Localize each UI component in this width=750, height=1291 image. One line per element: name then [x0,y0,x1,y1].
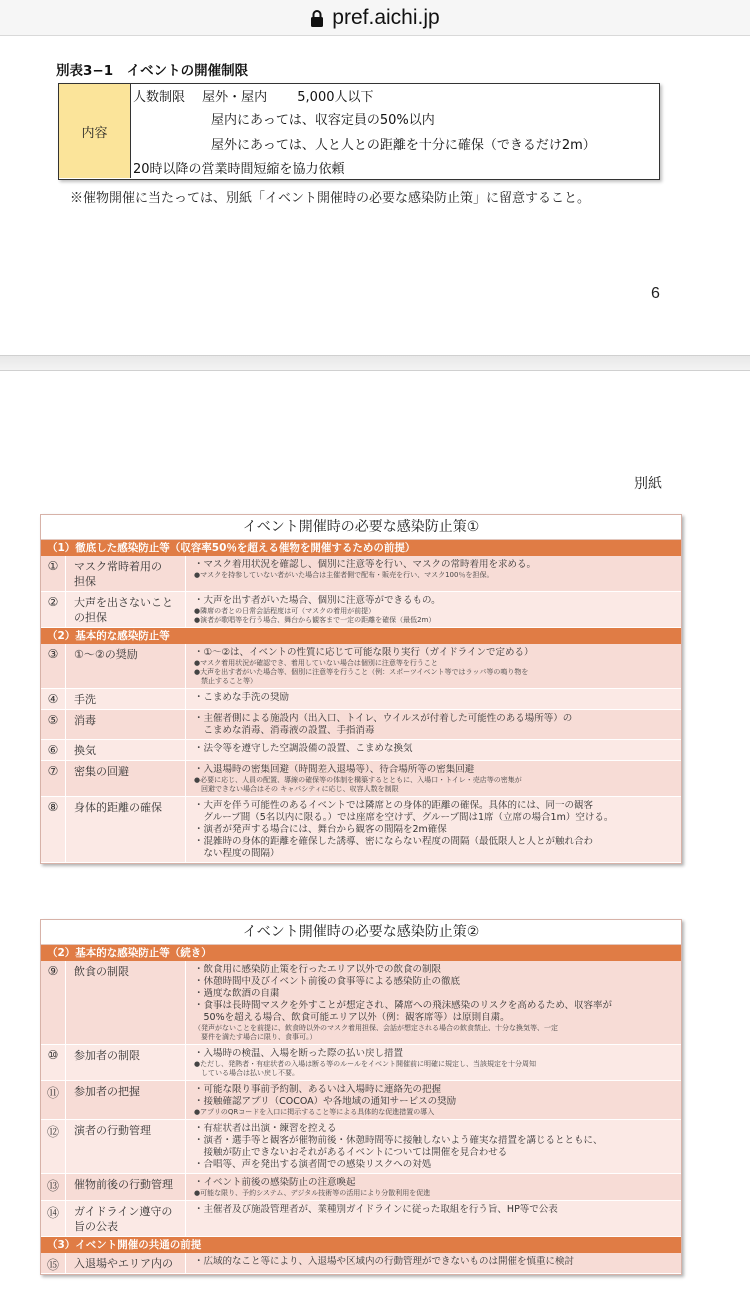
measure-row [41,644,681,689]
section-heading: （2）基本的な感染防止等（続き） [41,945,681,961]
measure-item-line: ガイドライン遵守の [74,1205,173,1218]
measure-item [65,592,185,627]
measure-row [41,1201,681,1237]
measure-row [41,1120,681,1174]
description-line: ・大声を出す者がいた場合、個別に注意等ができるもの。 [194,595,441,606]
description-note: ●必要に応じ、人員の配置、導線の確保等の体制を構築するとともに、入場口・トイレ・売店等の密集が [194,776,522,784]
table-header-cell: 内容 [59,84,131,178]
measure-row [41,592,681,628]
measure-item [65,740,185,760]
measure-number: ⑦ [47,764,59,778]
description-line: ・合唱等、声を発出する演者間での感染リスクへの対処 [194,1159,432,1170]
measure-number: ⑤ [47,713,59,727]
description-line: ・演者が発声する場合には、舞台から観客の間隔を2m確保 [194,824,447,835]
measure-row [41,556,681,592]
measure-item-line: 入退場やエリア内の [74,1257,173,1270]
description-line: ・大声を伴う可能性のあるイベントでは隣席との身体的距離の確保。具体的には、同一の観客 [194,800,594,811]
measure-row [41,1081,681,1120]
measure-number: ⑥ [47,743,59,757]
measure-number: ⑪ [46,1086,59,1100]
measures-panel-1 [40,514,682,864]
measure-item [65,1045,185,1080]
description-line: 50%を超える場合、飲食可能エリア以外（例：観客席等）は原則自粛。 [194,1012,510,1023]
description-note: ●演者が歌唱等を行う場合、舞台から観客まで一定の距離を確保（最低2m） [194,616,436,624]
measure-description [185,761,681,796]
table-row-2: 屋内にあっては、収容定員の50%以内 [211,113,435,128]
description-line: ・演者・選手等と観客が催物前後・休憩時間等に接触しないよう確実な措置を講じるとともに、 [194,1135,603,1146]
document-page-6 [0,37,750,355]
description-note: 要件を満たす場合に限り、食事可。） [194,1033,317,1041]
description-line: ・接触確認アプリ（COCOA）や各地域の通知サービスの奨励 [194,1096,457,1107]
measure-item [65,644,185,688]
measure-number: ⑩ [47,1048,59,1062]
measure-item [65,761,185,796]
measure-item-line: ①〜②の奨励 [74,648,138,661]
table-title: 別表3−1 イベントの開催制限 [56,63,249,79]
measures-panel-2 [40,919,682,1275]
description-line: ・こまめな手洗の奨励 [194,692,290,703]
measure-description [185,740,681,760]
description-note: 禁止すること等） [194,677,257,685]
description-note: ●マスク着用状況が確認でき、着用していない場合は個別に注意等を行うこと [194,659,438,667]
description-line: ・可能な限り事前予約制、あるいは入場時に連絡先の把握 [194,1084,442,1095]
measure-item [65,1081,185,1119]
page-number: 6 [651,285,660,302]
measure-item [65,1120,185,1173]
measure-item-line: の担保 [74,611,107,624]
description-note: ●マスクを持参していない者がいた場合は主催者側で配布・販売を行い、マスク100％を担保。 [194,571,494,579]
event-limit-table [58,83,660,180]
measure-number: ⑭ [46,1206,59,1220]
measure-item [65,556,185,591]
description-line: ない程度の間隔） [194,848,280,859]
description-line: ・法令等を遵守した空調設備の設置、こまめな換気 [194,743,413,754]
description-line: ・入退場時の密集回避（時間差入退場等）、待合場所等の密集回避 [194,764,475,775]
description-line: こまめな消毒、消毒液の設置、手指消毒 [194,725,375,736]
description-line: ・混雑時の身体的距離を確保した誘導、密にならない程度の間隔（最低限人と人とが触れ合わ [194,836,594,847]
measure-item-line: 飲食の制限 [74,965,129,978]
measure-row [41,797,681,863]
measure-number: ④ [47,692,59,706]
measure-item-line: 参加者の把握 [74,1085,140,1098]
description-note: 回避できない場合はその キャパシティに応じ、収容人数を制限 [194,785,399,793]
document-page-attachment [0,372,750,1291]
description-line: グループ間（5名以内に限る。）では座席を空けず、グループ間は1席（立席の場合1m）空ける。 [194,812,614,823]
measure-number: ⑨ [47,964,59,978]
measure-number: ① [47,559,59,573]
description-note: ●ただし、発熱者・有症状者の入場は断る等のルールをイベント開催前に明確に規定し、当該規定を十分周知 [194,1060,536,1068]
measure-description [185,1201,681,1236]
measure-description [185,1174,681,1200]
url-domain: pref.aichi.jp [332,5,440,29]
description-line: ・過度な飲酒の自粛 [194,988,280,999]
description-line: ・飲食用に感染防止策を行ったエリア以外での飲食の制限 [194,964,442,975]
measure-item-line: マスク常時着用の [74,560,162,573]
measure-item [65,797,185,862]
description-line: 接触が防止できないおそれがあるイベントについては開催を見合わせる [194,1147,508,1158]
description-note: ●可能な限り、予約システム、デジタル技術等の活用により分散利用を促進 [194,1189,431,1197]
measure-number: ② [47,595,59,609]
description-note: ●隣席の者との日常会話程度は可（マスクの着用が前提） [194,607,376,615]
measure-item [65,689,185,709]
measure-description [185,710,681,739]
description-note: ●大声を出す者がいた場合等、個別に注意等を行うこと（例：スポーツイベント等ではラッパ等の鳴り物を [194,668,529,676]
table-row-1: 人数制限 屋外・屋内 5,000人以下 [133,90,374,105]
measure-item-line: 参加者の制限 [74,1049,140,1062]
description-line: ・食事は長時間マスクを外すことが想定され、隣席への飛沫感染のリスクを高めるため、収容率が [194,1000,613,1011]
description-line: ・主催者側による施設内（出入口、トイレ、ウイルスが付着した可能性のある場所等）の [194,713,573,724]
measure-item-line: 演者の行動管理 [74,1124,151,1137]
measure-number: ⑬ [46,1179,59,1193]
measure-row [41,1174,681,1201]
measure-item [65,1174,185,1200]
description-note: （発声がないことを前提に、飲食時以外のマスク着用担保、会話が想定される場合の飲食禁止、十分な換気等、一定 [194,1024,558,1032]
measure-number: ⑧ [47,800,59,814]
description-line: ・休憩時間中及びイベント前後の食事等による感染防止の徹底 [194,976,461,987]
measure-item-line: 換気 [74,744,96,757]
description-line: ・入場時の検温、入場を断った際の払い戻し措置 [194,1048,404,1059]
measure-item [65,1201,185,1236]
section-heading: （1）徹底した感染防止等（収容率50％を超える催物を開催するための前提） [41,540,681,556]
table-row-4: 20時以降の営業時間短縮を協力依頼 [133,162,345,177]
measure-description [185,961,681,1044]
description-note: している場合は払い戻し不要。 [194,1069,299,1077]
measure-row [41,689,681,710]
lock-icon [310,9,324,27]
measure-description [185,1081,681,1119]
section-heading: （2）基本的な感染防止等 [41,628,681,644]
measure-description [185,797,681,862]
measure-number: ③ [47,647,59,661]
measure-item-line: 身体的距離の確保 [74,801,162,814]
measure-description [185,1253,681,1273]
description-line: ・①〜②は、イベントの性質に応じて可能な限り実行（ガイドラインで定める） [194,647,534,658]
description-line: ・有症状者は出演・練習を控える [194,1123,337,1134]
measure-item [65,1253,185,1273]
measure-row [41,761,681,797]
section-heading: （3）イベント開催の共通の前提 [41,1237,681,1253]
measure-number: ⑮ [46,1258,59,1272]
description-line: ・イベント前後の感染防止の注意喚起 [194,1177,356,1188]
measure-item-line: 大声を出さないこと [74,596,173,609]
measure-item-line: 担保 [74,575,96,588]
description-line: ・広域的なこと等により、入退場や区域内の行動管理ができないものは開催を慎重に検討 [194,1256,575,1267]
measure-description [185,689,681,709]
measure-row [41,740,681,761]
description-line: ・主催者及び施設管理者が、業種別ガイドラインに従った取組を行う旨、HP等で公表 [194,1204,558,1215]
measure-description [185,644,681,688]
measure-item-line: 催物前後の行動管理 [74,1178,173,1191]
panel-title: イベント開催時の必要な感染防止策② [41,920,681,945]
table-row-3: 屋外にあっては、人と人との距離を十分に確保（できるだけ2m） [211,138,596,153]
measure-description [185,1120,681,1173]
measure-row [41,1045,681,1081]
attachment-label: 別紙 [634,476,662,492]
measure-item-line: 消毒 [74,714,96,727]
table-note: ※催物開催に当たっては、別紙「イベント開催時の必要な感染防止策」に留意すること。 [70,191,591,206]
measure-row [41,1253,681,1274]
measure-item-line: 旨の公表 [74,1220,118,1233]
description-line: ・マスク着用状況を確認し、個別に注意等を行い、マスクの常時着用を求める。 [194,559,537,570]
description-note: ●アプリのQRコードを入口に掲示すること等による具体的な促進措置の導入 [194,1108,435,1116]
measure-row [41,710,681,740]
measure-description [185,556,681,591]
panel-title: イベント開催時の必要な感染防止策① [41,515,681,540]
measure-item [65,710,185,739]
measure-row [41,961,681,1045]
measure-item-line: 密集の回避 [74,765,129,778]
browser-url-bar[interactable] [0,0,750,36]
page-separator [0,355,750,371]
measure-item-line: 手洗 [74,693,96,706]
measure-number: ⑫ [46,1125,59,1139]
measure-description [185,592,681,627]
measure-item [65,961,185,1044]
measure-description [185,1045,681,1080]
